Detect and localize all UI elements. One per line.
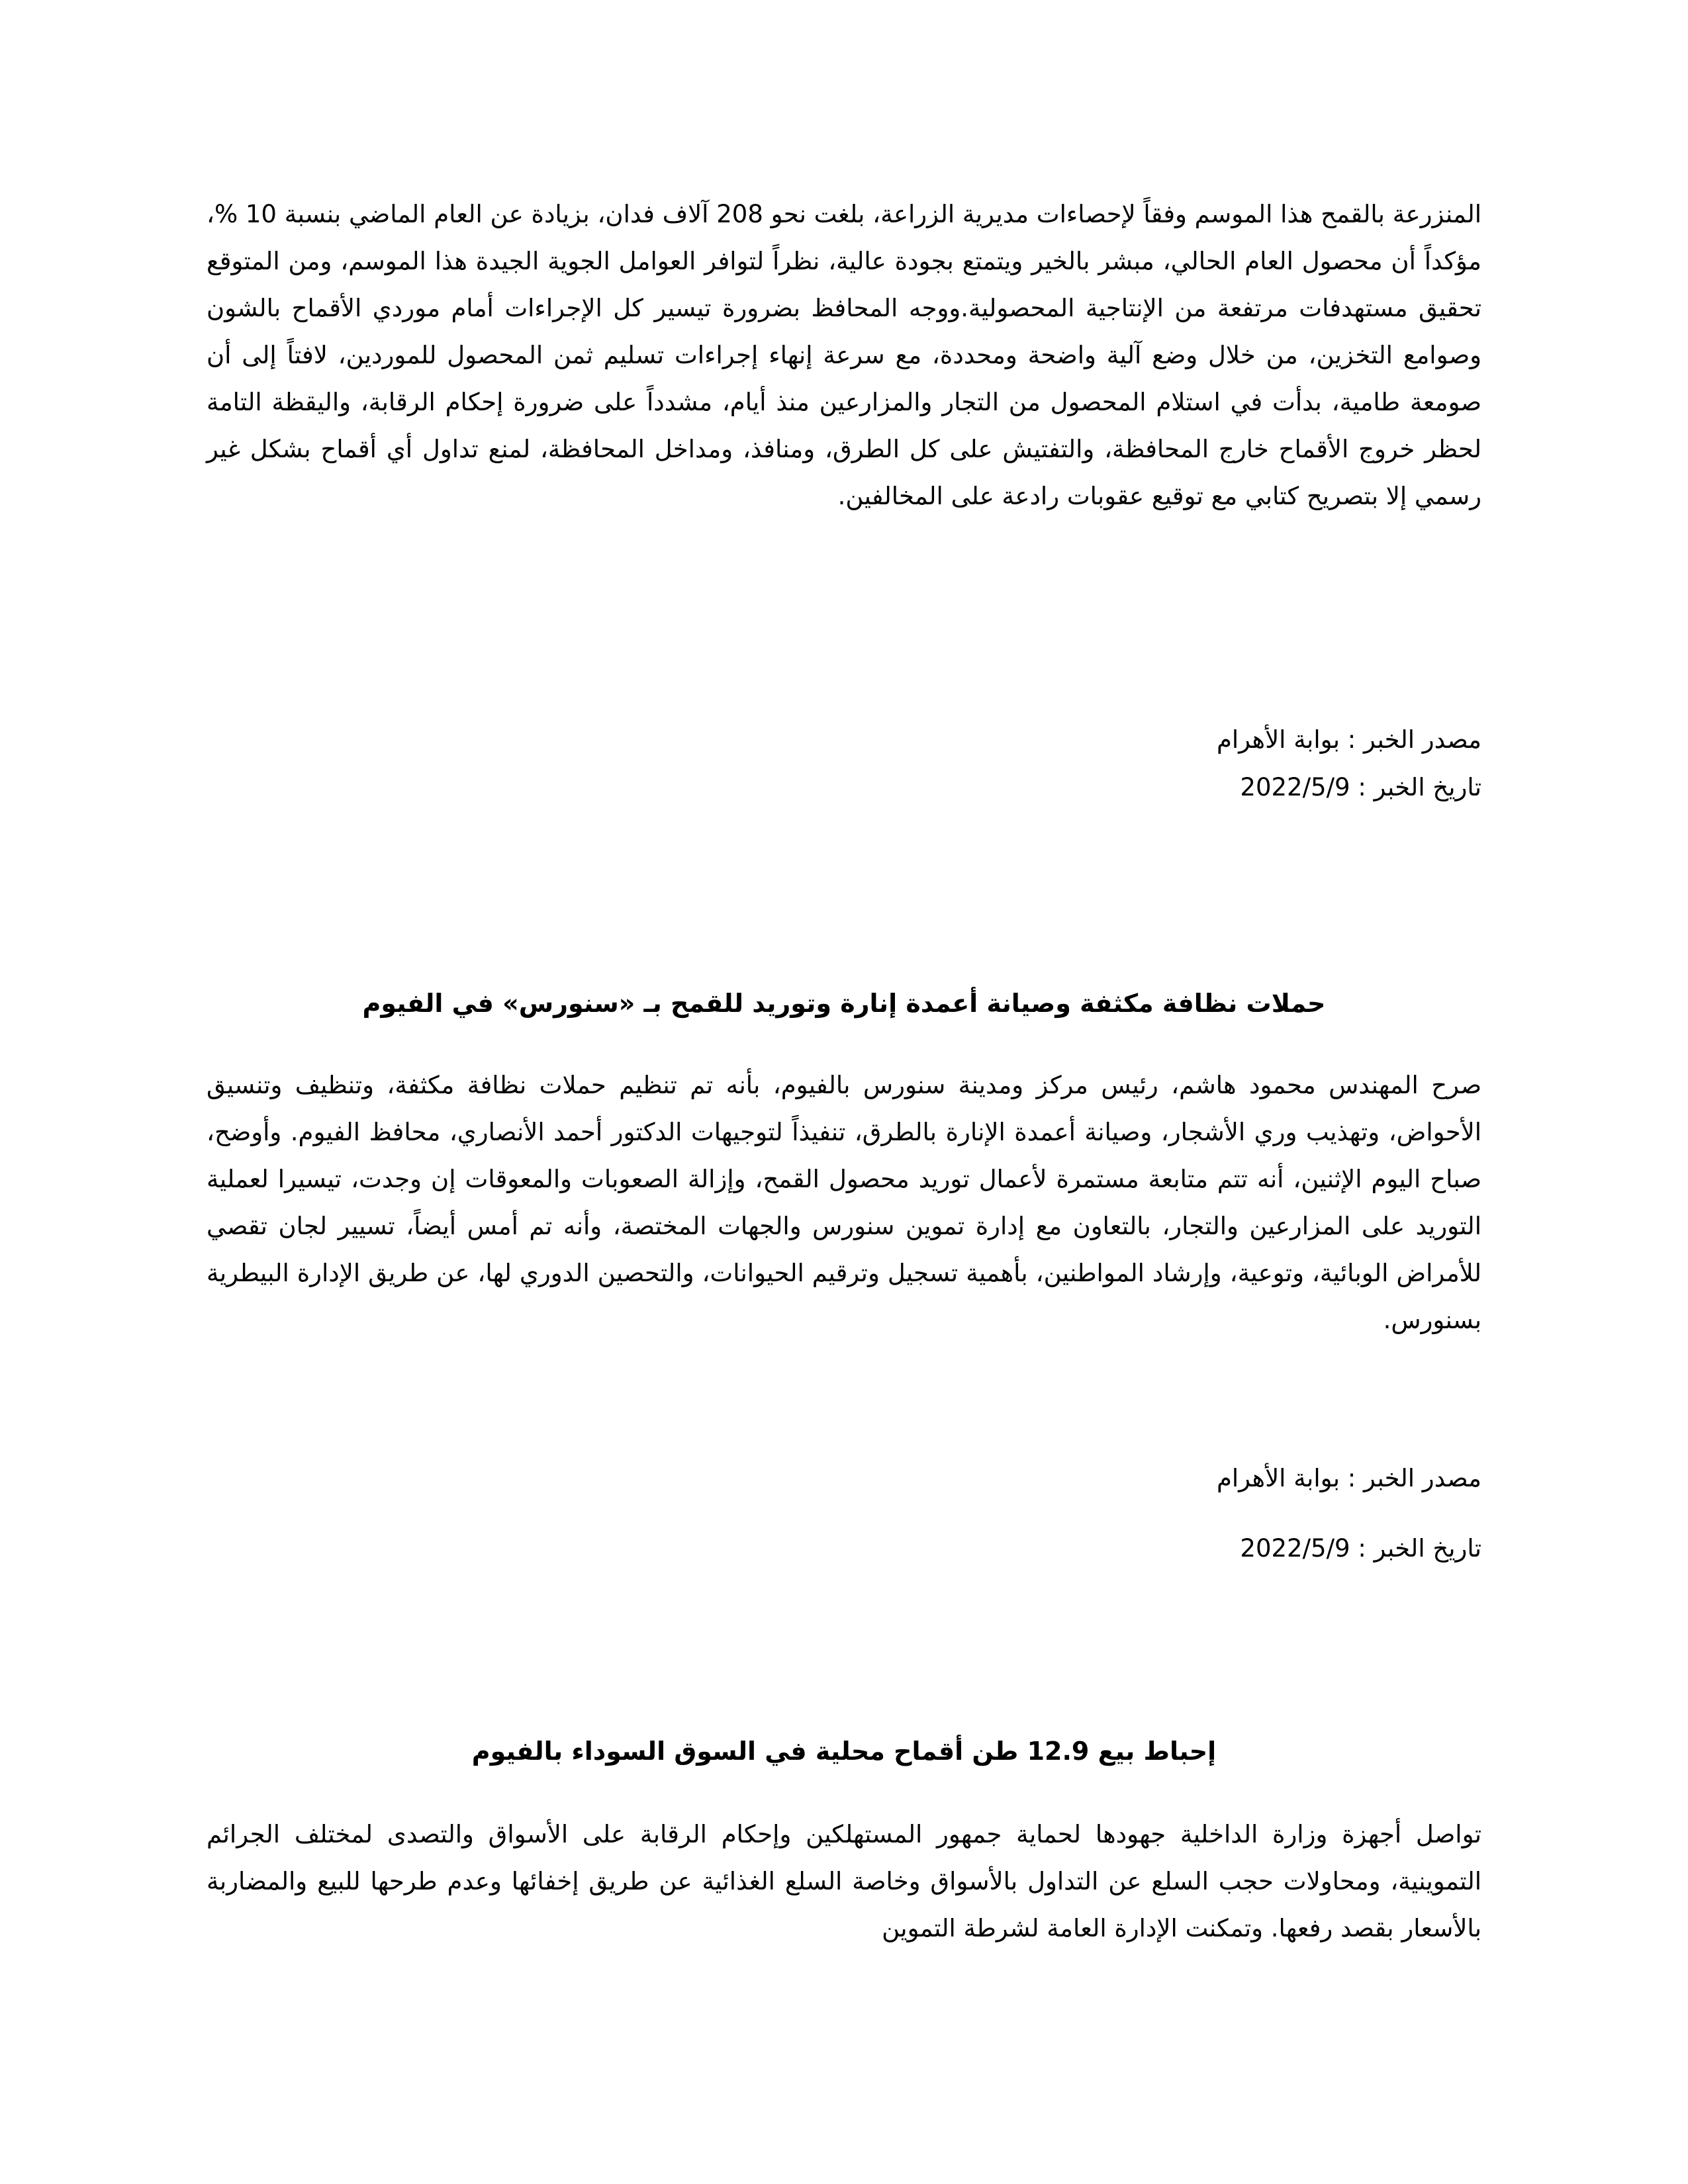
article-1-date: تاريخ الخبر : 2022/5/9 bbox=[1240, 773, 1481, 801]
article-1-body: المنزرعة بالقمح هذا الموسم وفقاً لإحصاءات مديرية الزراعة، بلغت نحو 208 آلاف فدان، بزيادة عن العام الماضي بنسبة 10 %، مؤكداً أن محصول العام الحالي، مبشر بالخير ويتمتع بجودة عالية، نظراً لتوافر العوامل الجوية الجيدة هذا الموسم، ومن المتوقع تحقيق مستهدفات مرتفعة من الإنتاجية المحصولية.ووجه المحافظ بضرورة تيسير كل الإجراءات أمام موردي الأقماح بالشون وصوامع التخزين، من خلال وضع آلية واضحة ومحددة، مع سرعة إنهاء إجراءات تسليم ثمن المحصول للموردين، لافتاً إلى أن صومعة طامية، بدأت في استلام المحصول من التجار والمزارعين منذ أيام، مشدداً على ضرورة إحكام الرقابة، واليقظة التامة لحظر خروج الأقماح خارج المحافظة، والتفتيش على كل الطرق، ومنافذ، ومداخل المحافظة، لمنع تداول أي أقماح بشكل غير رسمي إلا بتصريح كتابي مع توقيع عقوبات رادعة على المخالفين. bbox=[207, 200, 1481, 510]
article-1-source: مصدر الخبر : بوابة الأهرام bbox=[1216, 725, 1481, 754]
article-3-headline: إحباط بيع 12.9 طن أقماح محلية في السوق السوداء بالفيوم bbox=[471, 1737, 1217, 1766]
article-2-headline: حملات نظافة مكثفة وصيانة أعمدة إنارة وتوريد للقمح بـ «سنورس» في الفيوم bbox=[362, 989, 1326, 1018]
article-2-date: تاريخ الخبر : 2022/5/9 bbox=[1240, 1534, 1481, 1563]
article-3-body: تواصل أجهزة وزارة الداخلية جهودها لحماية جمهور المستهلكين وإحكام الرقابة على الأسواق والتصدى لمختلف الجرائم التموينية، ومحاولات حجب السلع عن التداول بالأسواق وخاصة السلع الغذائية عن طريق إخفائها وعدم طرحها للبيع والمضاربة بالأسعار بقصد رفعها. وتمكنت الإدارة العامة لشرطة التموين bbox=[207, 1820, 1481, 1942]
article-2-body: صرح المهندس محمود هاشم، رئيس مركز ومدينة سنورس بالفيوم، بأنه تم تنظيم حملات نظافة مكثفة، وتنظيف وتنسيق الأحواض، وتهذيب وري الأشجار، وصيانة أعمدة الإنارة بالطرق، تنفيذاً لتوجيهات الدكتور أحمد الأنصاري، محافظ الفيوم. وأوضح، صباح اليوم الإثنين، أنه تتم متابعة مستمرة لأعمال توريد محصول القمح، وإزالة الصعوبات والمعوقات إن وجدت، تيسيرا لعملية التوريد على المزارعين والتجار، بالتعاون مع إدارة تموين سنورس والجهات المختصة، وأنه تم أمس أيضاً، تسيير لجان تقصي للأمراض الوبائية، وتوعية، وإرشاد المواطنين، بأهمية تسجيل وترقيم الحيوانات، والتحصين الدوري لها، عن طريق الإدارة البيطرية بسنورس. bbox=[207, 1071, 1481, 1334]
article-2-source: مصدر الخبر : بوابة الأهرام bbox=[1216, 1464, 1481, 1492]
